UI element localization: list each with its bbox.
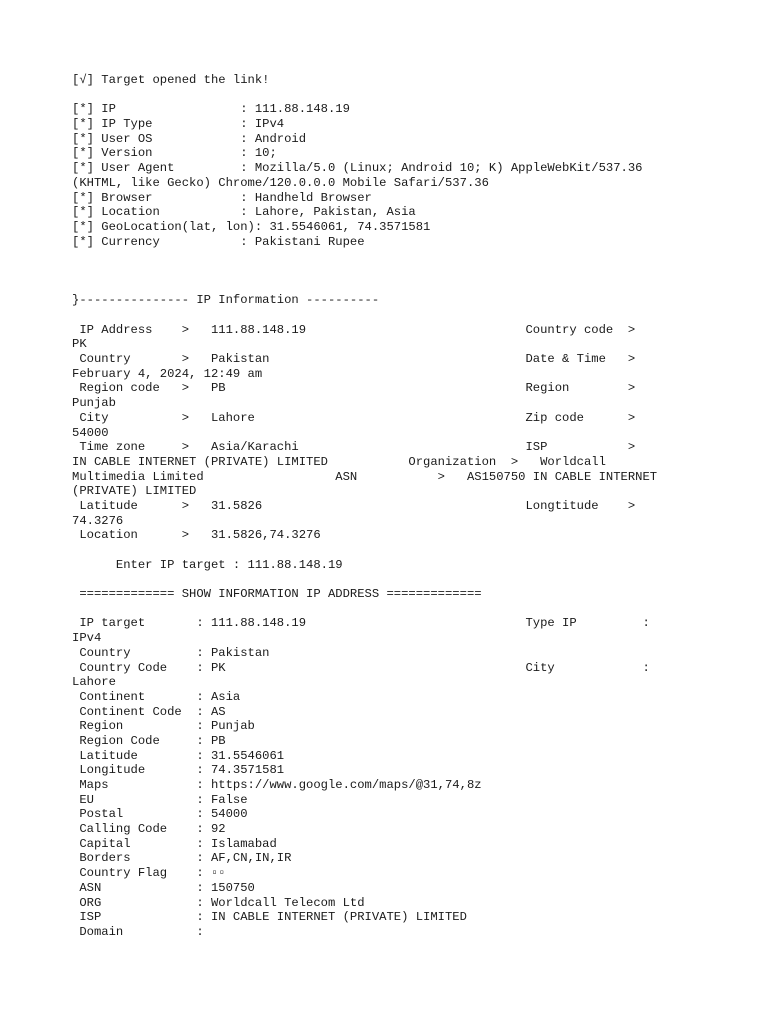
ip-information-header: }--------------- IP Information ---------- — [72, 293, 380, 308]
region-value: Punjab — [72, 396, 116, 411]
ip-address-row: IP Address > 111.88.148.19 Country code > — [72, 322, 636, 337]
info-domain: Domain : — [72, 924, 204, 939]
terminal-output — [72, 73, 712, 940]
enter-ip-target-prompt: Enter IP target : 111.88.148.19 — [72, 557, 343, 572]
city-row: City > Lahore Zip code > — [72, 410, 636, 425]
blank-line — [72, 249, 712, 264]
info-org: ORG : Worldcall Telecom Ltd — [72, 895, 365, 910]
ip-line: [*] IP : 111.88.148.19 — [72, 102, 350, 117]
info-region: Region : Punjab — [72, 719, 255, 734]
info-eu: EU : False — [72, 792, 248, 807]
blank-line — [72, 543, 712, 558]
info-continent: Continent : Asia — [72, 689, 241, 704]
info-capital: Capital : Islamabad — [72, 836, 277, 851]
location-line: [*] Location : Lahore, Pakistan, Asia — [72, 205, 416, 220]
info-calling-code: Calling Code : 92 — [72, 822, 226, 837]
asn-continuation: (PRIVATE) LIMITED — [72, 484, 197, 499]
country-code-value: PK — [72, 337, 87, 352]
info-maps: Maps : https://www.google.com/maps/@31,74,8z — [72, 778, 482, 792]
latitude-row: Latitude > 31.5826 Longtitude > — [72, 498, 636, 513]
status-line: [√] Target opened the link! — [72, 73, 270, 87]
browser-line: [*] Browser : Handheld Browser — [72, 190, 372, 205]
currency-line: [*] Currency : Pakistani Rupee — [72, 234, 365, 249]
type-ip-value: IPv4 — [72, 631, 102, 646]
blank-line — [72, 602, 712, 617]
location-row: Location > 31.5826,74.3276 — [72, 528, 321, 543]
info-country: Country : Pakistan — [72, 645, 270, 660]
info-city-value: Lahore — [72, 675, 116, 690]
blank-line — [72, 308, 712, 323]
organization-asn-row: Multimedia Limited ASN > AS150750 IN CABLE INTERNET — [72, 469, 658, 484]
info-asn: ASN : 150750 — [72, 880, 255, 895]
info-country-code-row: Country Code : PK City : — [72, 660, 650, 675]
info-isp: ISP : IN CABLE INTERNET (PRIVATE) LIMITED — [72, 910, 467, 925]
ip-type-line: [*] IP Type : IPv4 — [72, 117, 285, 132]
version-line: [*] Version : 10; — [72, 146, 277, 161]
isp-organization-row: IN CABLE INTERNET (PRIVATE) LIMITED Organization > Worldcall — [72, 454, 606, 469]
longtitude-value: 74.3276 — [72, 513, 124, 528]
info-latitude: Latitude : 31.5546061 — [72, 748, 285, 763]
user-os-line: [*] User OS : Android — [72, 131, 307, 146]
country-row: Country > Pakistan Date & Time > — [72, 352, 636, 367]
blank-line — [72, 279, 712, 294]
time-zone-row: Time zone > Asia/Karachi ISP > — [72, 440, 636, 455]
user-agent-line: [*] User Agent : Mozilla/5.0 (Linux; Android 10; K) AppleWebKit/537.36 — [72, 161, 643, 176]
show-information-header: ============= SHOW INFORMATION IP ADDRESS ============= — [72, 587, 482, 602]
date-time-value: February 4, 2024, 12:49 am — [72, 366, 263, 381]
blank-line — [72, 572, 712, 587]
info-continent-code: Continent Code : AS — [72, 704, 226, 719]
zip-code-value: 54000 — [72, 425, 109, 440]
region-code-row: Region code > PB Region > — [72, 381, 636, 396]
info-borders: Borders : AF,CN,IN,IR — [72, 851, 292, 866]
geolocation-line: [*] GeoLocation(lat, lon): 31.5546061, 74.3571581 — [72, 219, 431, 234]
info-postal: Postal : 54000 — [72, 807, 248, 822]
blank-line — [72, 88, 712, 103]
info-region-code: Region Code : PB — [72, 733, 226, 748]
info-longitude: Longitude : 74.3571581 — [72, 763, 285, 778]
user-agent-continuation: (KHTML, like Gecko) Chrome/120.0.0.0 Mobile Safari/537.36 — [72, 175, 489, 190]
info-country-flag: Country Flag : ▫▫ — [72, 866, 226, 881]
ip-target-row: IP target : 111.88.148.19 Type IP : — [72, 616, 650, 631]
blank-line — [72, 264, 712, 279]
